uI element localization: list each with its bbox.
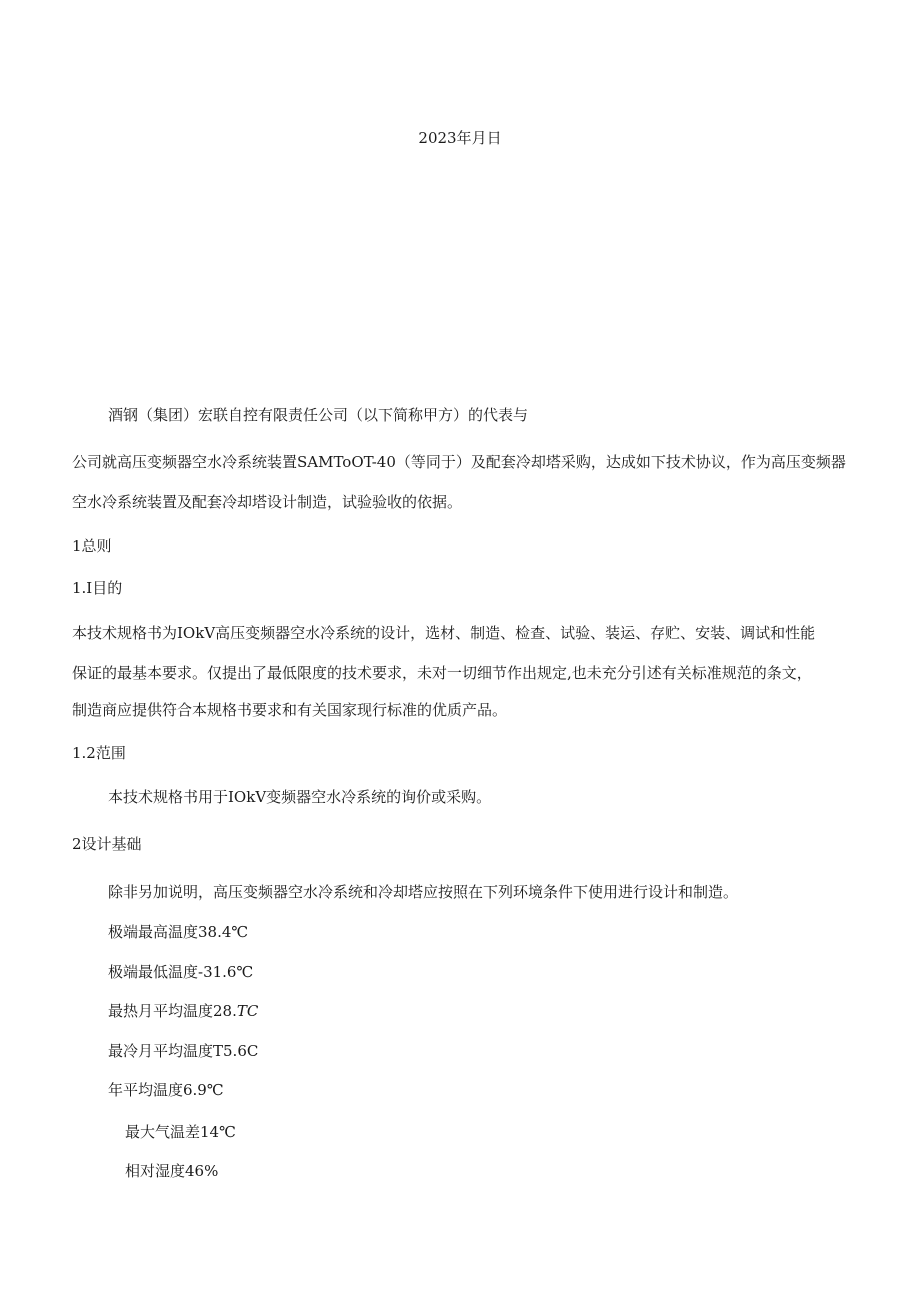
section-1-2-paragraph: 本技术规格书用于IOkV变频器空水冷系统的询价或采购。 [108, 788, 492, 806]
env-hottest-month-unit: TC [236, 1002, 259, 1020]
env-min-temperature: 极端最低温度-31.6℃ [108, 963, 254, 981]
section-1-1-paragraph-line-1: 本技术规格书为IOkV高压变频器空水冷系统的设计，选材、制造、检查、试验、装运、存贮、安装、调试和性能 [72, 624, 816, 642]
env-coldest-month-temperature: 最冷月平均温度T5.6C [108, 1042, 259, 1060]
document-date: 2023年月日 [418, 129, 502, 147]
section-2-heading: 2设计基础 [72, 835, 142, 853]
section-2-paragraph: 除非另加说明，高压变频器空水冷系统和冷却塔应按照在下列环境条件下使用进行设计和制造。 [108, 883, 739, 901]
env-annual-temperature: 年平均温度6.9℃ [108, 1081, 224, 1099]
section-1-heading: 1总则 [72, 537, 112, 555]
section-1-2-heading: 1.2范围 [72, 744, 126, 762]
intro-line-1: 酒钢（集团）宏联自控有限责任公司（以下简称甲方）的代表与 [108, 406, 529, 424]
env-max-temperature: 极端最高温度38.4℃ [108, 923, 249, 941]
intro-line-2: 公司就高压变频器空水冷系统装置SAMToOT-40（等同于）及配套冷却塔采购，达成如下技术协议，作为高压变频器 [72, 453, 846, 471]
section-1-1-paragraph-line-2: 保证的最基本要求。仅提出了最低限度的技术要求，未对一切细节作出规定,也未充分引述有关标准规范的条文， [72, 664, 812, 682]
section-1-1-paragraph-line-3: 制造商应提供符合本规格书要求和有关国家现行标准的优质产品。 [72, 701, 508, 719]
intro-line-3: 空水冷系统装置及配套冷却塔设计制造，试验验收的依据。 [72, 493, 463, 511]
env-max-temperature-difference: 最大气温差14℃ [125, 1123, 236, 1141]
env-hottest-month-temperature [108, 1001, 258, 1021]
env-relative-humidity: 相对湿度46% [125, 1162, 219, 1180]
env-hottest-month-text: 最热月平均温度28. [108, 1002, 237, 1020]
section-1-1-heading: 1.I目的 [72, 579, 123, 597]
